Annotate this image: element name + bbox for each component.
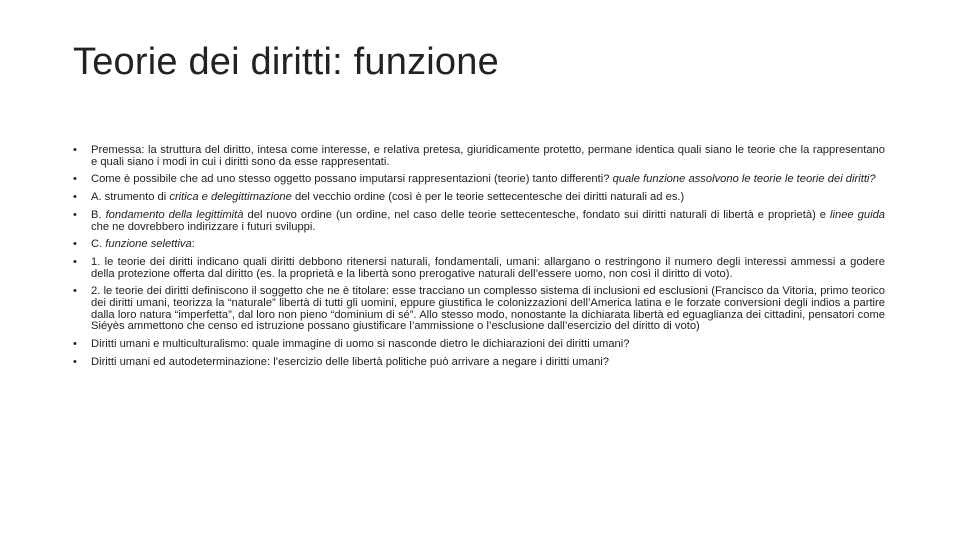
- bullet-text-italic: fondamento della legittimità: [105, 208, 244, 221]
- bullet-dot: •: [73, 256, 77, 269]
- bullet-text: C.: [91, 238, 106, 251]
- bullet-text: 2. le teorie dei diritti definiscono il soggetto che ne è titolare: esse tracciano un complesso sistema di inclusioni ed esclusioni (Francisco da Vitoria, primo teorico dei diritti umani, teorizza la “naturale” libertà di tutti gli uomini, eppure giustifica le colonizzazioni dell’America latina e le forzate conversioni degli indios a partire dalla loro natura “imperfetta”, dal loro non pieno “dominium di sé”. Allo stesso modo, nonostante la dichiarata libertà ed eguaglianza dei cittadini, pensatori come Siéyès ammettono che censo ed istruzione possano giustificare l’ammissione o l’esclusione dall’esercizio del diritto di voto): [91, 285, 885, 333]
- bullet-dot: •: [73, 144, 77, 156]
- bullet-dot: •: [73, 338, 77, 351]
- bullet-text: A. strumento di: [91, 191, 170, 204]
- bullet-text-italic: critica e delegittimazione: [169, 191, 292, 204]
- bullet-dot: •: [73, 355, 77, 368]
- bullet-text: B.: [91, 208, 106, 221]
- bullet-text-italic: linee guida: [830, 208, 886, 221]
- bullet-text: Come è possibile che ad uno stesso oggetto possano imputarsi rappresentazioni (teorie) tanto differenti?: [91, 173, 613, 186]
- bullet-item: [73, 339, 885, 351]
- bullet-text: 1. le teorie dei diritti indicano quali diritti debbono ritenersi naturali, fondamentali, umani: allargano o restringono il numero degli interessi ammessi a godere della protezione offerta dal diritto (es. la proprietà e la libertà sono prerogative naturali dell’essere uomo, non così il diritto di voto).: [91, 256, 885, 280]
- bullet-item: [73, 357, 885, 369]
- bullet-text-italic: quale funzione assolvono le teorie le teorie dei diritti?: [612, 173, 876, 186]
- bullet-text: Diritti umani ed autodeterminazione: l’esercizio delle libertà politiche può arrivare a negare i diritti umani?: [91, 355, 609, 368]
- bullet-item: [73, 286, 885, 332]
- bullet-dot: •: [73, 238, 77, 251]
- bullet-text: del vecchio ordine (così è per le teorie settecentesche dei diritti naturali ad es.): [291, 191, 685, 204]
- bullet-dot: •: [73, 285, 77, 298]
- bullet-list: [73, 145, 885, 375]
- bullet-item: [73, 257, 885, 280]
- bullet-dot: •: [73, 208, 77, 221]
- bullet-text: che ne dovrebbero indirizzare i futuri sviluppi.: [91, 220, 316, 233]
- bullet-dot: •: [73, 173, 77, 186]
- bullet-text: Premessa: la struttura del diritto, intesa come interesse, e relativa pretesa, giuridicamente protetto, permane identica quali siano le teorie che la rappresentano e quali siano i modi in cui i diritti sono da esse rappresentati.: [91, 144, 885, 168]
- slide-title: Teorie dei diritti: funzione: [73, 41, 499, 83]
- bullet-item: [73, 145, 885, 168]
- bullet-text-italic: funzione selettiva: [105, 238, 192, 251]
- bullet-text: Diritti umani e multiculturalismo: quale immagine di uomo si nasconde dietro le dichiarazioni dei diritti umani?: [91, 338, 630, 351]
- bullet-text: del nuovo ordine (un ordine, nel caso delle teorie settecentesche, fondato sui diritti naturali di libertà e proprietà) e: [243, 208, 831, 221]
- bullet-dot: •: [73, 191, 77, 204]
- bullet-text: :: [191, 238, 195, 251]
- bullet-item: [73, 174, 885, 186]
- bullet-item: [73, 192, 885, 204]
- bullet-item: [73, 210, 885, 233]
- bullet-item: [73, 239, 885, 251]
